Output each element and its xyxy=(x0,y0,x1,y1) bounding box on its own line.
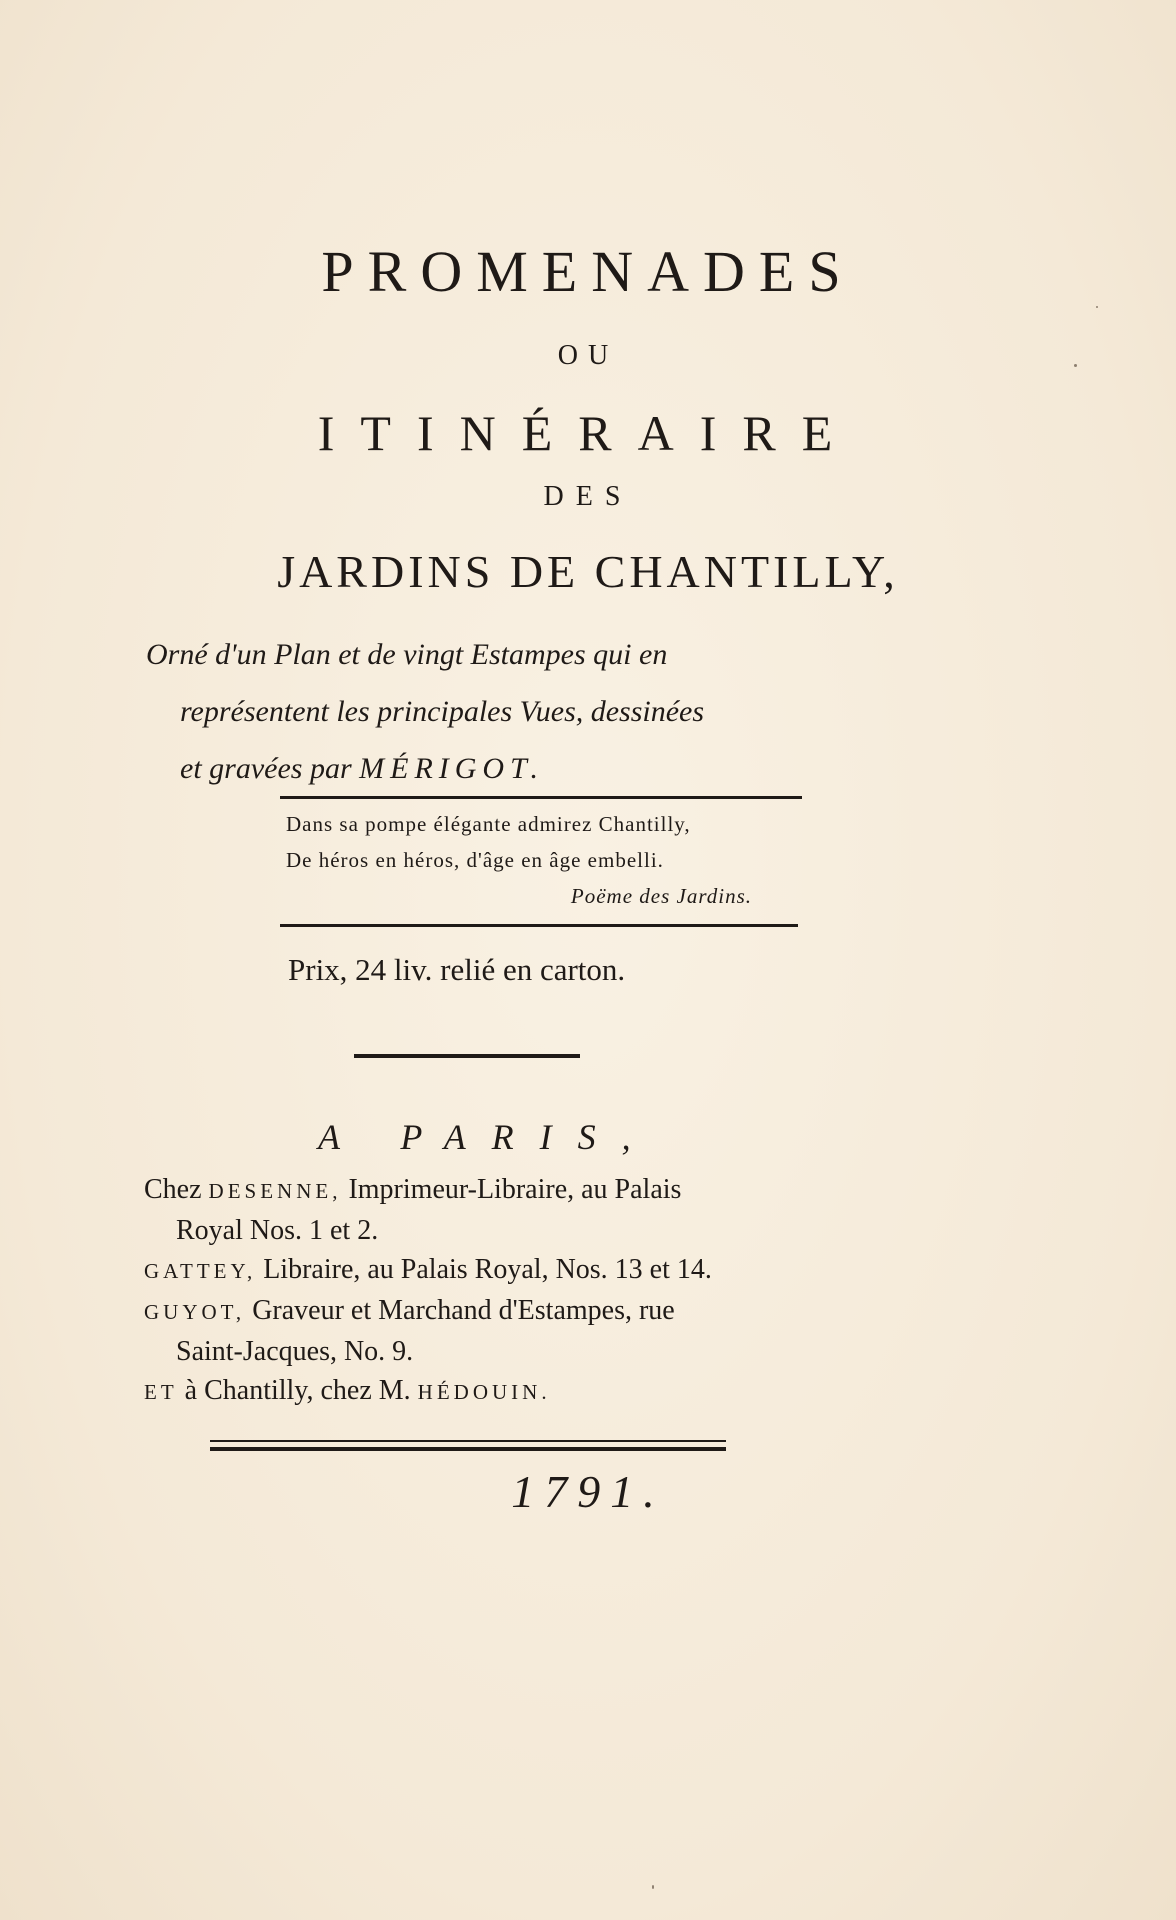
engraver-name: MÉRIGOT. xyxy=(359,752,545,785)
subtitle-line-3 xyxy=(146,740,806,797)
imprint-line-6 xyxy=(144,1371,804,1412)
title-des: DES xyxy=(543,481,633,512)
imprint-line-4-rest: Graveur et Marchand d'Estampes, rue xyxy=(252,1295,675,1326)
subtitle-line-2: représentent les principales Vues, dessinées xyxy=(180,695,705,728)
imprint xyxy=(144,1170,804,1412)
rule-double-lower xyxy=(210,1447,726,1451)
place-paris: A PARIS, xyxy=(318,1117,657,1157)
epigraph-line-2: De héros en héros, d'âge en âge embelli. xyxy=(286,848,664,872)
imprint-line-5: Saint-Jacques, No. 9. xyxy=(176,1336,414,1367)
imprint-chez: Chez xyxy=(144,1174,202,1205)
imprint-line-3-rest: Libraire, au Palais Royal, Nos. 13 et 14. xyxy=(263,1254,712,1285)
publisher-guyot: GUYOT, xyxy=(144,1300,246,1324)
title-jardins: JARDINS DE CHANTILLY, xyxy=(277,546,899,597)
epigraph xyxy=(286,806,796,914)
imprint-line-6-mid: à Chantilly, chez M. xyxy=(184,1375,411,1406)
subtitle-line-1: Orné d'un Plan et de vingt Estampes qui en xyxy=(146,638,668,671)
publisher-desenne: DESENNE, xyxy=(208,1179,342,1203)
paper-speck xyxy=(1096,306,1098,308)
paper-speck xyxy=(652,1885,654,1889)
subtitle xyxy=(146,626,806,797)
rule-double-upper xyxy=(210,1440,726,1442)
publisher-hedouin: HÉDOUIN. xyxy=(417,1380,551,1404)
paper-speck xyxy=(1074,364,1077,367)
title-ou: OU xyxy=(557,340,619,371)
title-promenades: PROMENADES xyxy=(321,239,855,304)
epigraph-source: Poëme des Jardins. xyxy=(570,884,752,908)
imprint-line-1-rest: Imprimeur-Libraire, au Palais xyxy=(348,1174,682,1205)
imprint-line-3 xyxy=(144,1250,804,1291)
imprint-line-2: Royal Nos. 1 et 2. xyxy=(176,1215,379,1246)
title-itineraire: ITINÉRAIRE xyxy=(317,405,859,461)
price: Prix, 24 liv. relié en carton. xyxy=(288,952,626,987)
imprint-line-1 xyxy=(144,1170,804,1211)
rule-top-epigraph xyxy=(280,796,802,799)
imprint-et: ET xyxy=(144,1380,178,1404)
subtitle-line-3-prefix: et gravées par xyxy=(180,752,352,785)
publisher-gattey: GATTEY, xyxy=(144,1259,257,1283)
imprint-line-4 xyxy=(144,1291,804,1332)
rule-short xyxy=(354,1054,580,1058)
epigraph-line-1: Dans sa pompe élégante admirez Chantilly, xyxy=(286,812,691,836)
publication-year: 1791. xyxy=(511,1466,665,1517)
rule-bottom-epigraph xyxy=(280,924,798,927)
